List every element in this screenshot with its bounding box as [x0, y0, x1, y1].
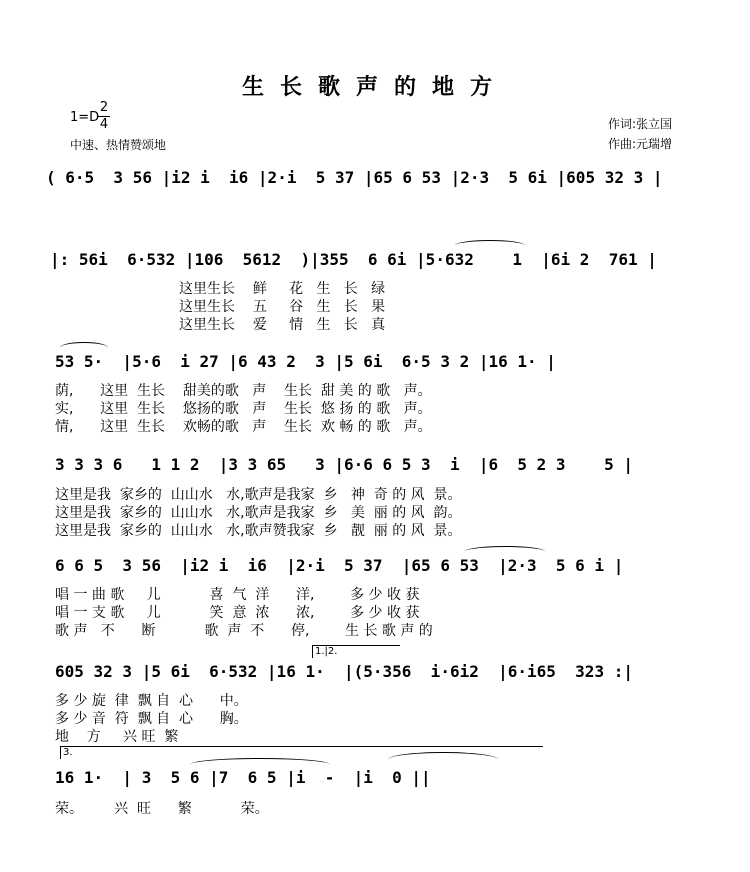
slur-mark: [465, 546, 545, 557]
slur-mark: [455, 240, 525, 251]
lyrics-system-5-verse-2: 唱 一 支 歌 儿 笑 意 浓 浓, 多 少 收 获: [55, 605, 420, 621]
volta-1-2: 1.|2.: [312, 645, 400, 658]
time-signature-top: 2: [99, 100, 109, 115]
slur-mark: [190, 758, 330, 771]
notes-system-1: ( 6·5 3 56 |i2 i i6 |2·i 5 37 |65 6 53 |2·3 5 6i |605 32 3 |: [46, 168, 663, 187]
lyrics-system-7: 荣。 兴 旺 繁 荣。: [55, 801, 269, 817]
time-signature: [98, 100, 110, 133]
song-title: 生长歌声的地方: [241, 74, 508, 100]
lyrics-system-6-verse-3: 地 方 兴 旺 繁: [55, 729, 179, 745]
key-signature: 1=D: [70, 110, 100, 125]
lyrics-system-6-verse-1: 多 少 旋 律 飘 自 心 中。: [55, 693, 248, 709]
lyrics-system-2-verse-2: 这里生长 五 谷 生 长 果: [50, 299, 386, 315]
composer-credit: 作曲:元瑞增: [608, 137, 673, 151]
notes-system-6: 605 32 3 |5 6i 6·532 |16 1· |(5·356 i·6i2 |6·i65 323 :|: [55, 662, 633, 681]
lyrics-system-4-verse-1: 这里是我 家乡的 山山水 水,歌声是我家 乡 神 奇 的 风 景。: [55, 487, 462, 503]
notes-system-3: 53 5· |5·6 i 27 |6 43 2 3 |5 6i 6·5 3 2 |16 1· |: [55, 352, 556, 371]
slur-mark: [60, 342, 108, 353]
lyrics-system-2-verse-3: 这里生长 爱 情 生 长 真: [50, 317, 386, 333]
lyrics-system-4-verse-2: 这里是我 家乡的 山山水 水,歌声是我家 乡 美 丽 的 风 韵。: [55, 505, 462, 521]
lyrics-system-2-verse-1: 这里生长 鲜 花 生 长 绿: [50, 281, 386, 297]
notes-system-5: 6 6 5 3 56 |i2 i i6 |2·i 5 37 |65 6 53 |2·3 5 6 i |: [55, 556, 624, 575]
notes-system-2: |: 56i 6·532 |106 5612 )|355 6 6i |5·632 1 |6i 2 761 |: [50, 250, 657, 269]
lyrics-system-6-verse-2: 多 少 音 符 飘 自 心 胸。: [55, 711, 248, 727]
notes-system-4: 3 3 3 6 1 1 2 |3 3 65 3 |6·6 6 5 3 i |6 5 2 3 5 |: [55, 455, 633, 474]
lyrics-system-3-verse-2: 实, 这里 生长 悠扬的歌 声 生长 悠 扬 的 歌 声。: [55, 401, 432, 417]
tempo-marking: 中速、热情赞颂地: [70, 138, 167, 152]
slur-mark: [388, 752, 498, 767]
time-signature-bottom: 4: [99, 117, 109, 132]
lyrics-system-4-verse-3: 这里是我 家乡的 山山水 水,歌声赞我家 乡 靓 丽 的 风 景。: [55, 523, 462, 539]
notes-system-7: 16 1· | 3 5 6 |7 6 5 |i - |i 0 ||: [55, 768, 431, 787]
volta-3: 3.: [60, 746, 543, 759]
lyricist-credit: 作词:张立国: [608, 117, 673, 131]
lyrics-system-3-verse-1: 荫, 这里 生长 甜美的歌 声 生长 甜 美 的 歌 声。: [55, 383, 432, 399]
lyrics-system-3-verse-3: 情, 这里 生长 欢畅的歌 声 生长 欢 畅 的 歌 声。: [55, 419, 432, 435]
lyrics-system-5-verse-3: 歌 声 不 断 歌 声 不 停, 生 长 歌 声 的: [55, 623, 433, 639]
lyrics-system-5-verse-1: 唱 一 曲 歌 儿 喜 气 洋 洋, 多 少 收 获: [55, 587, 420, 603]
